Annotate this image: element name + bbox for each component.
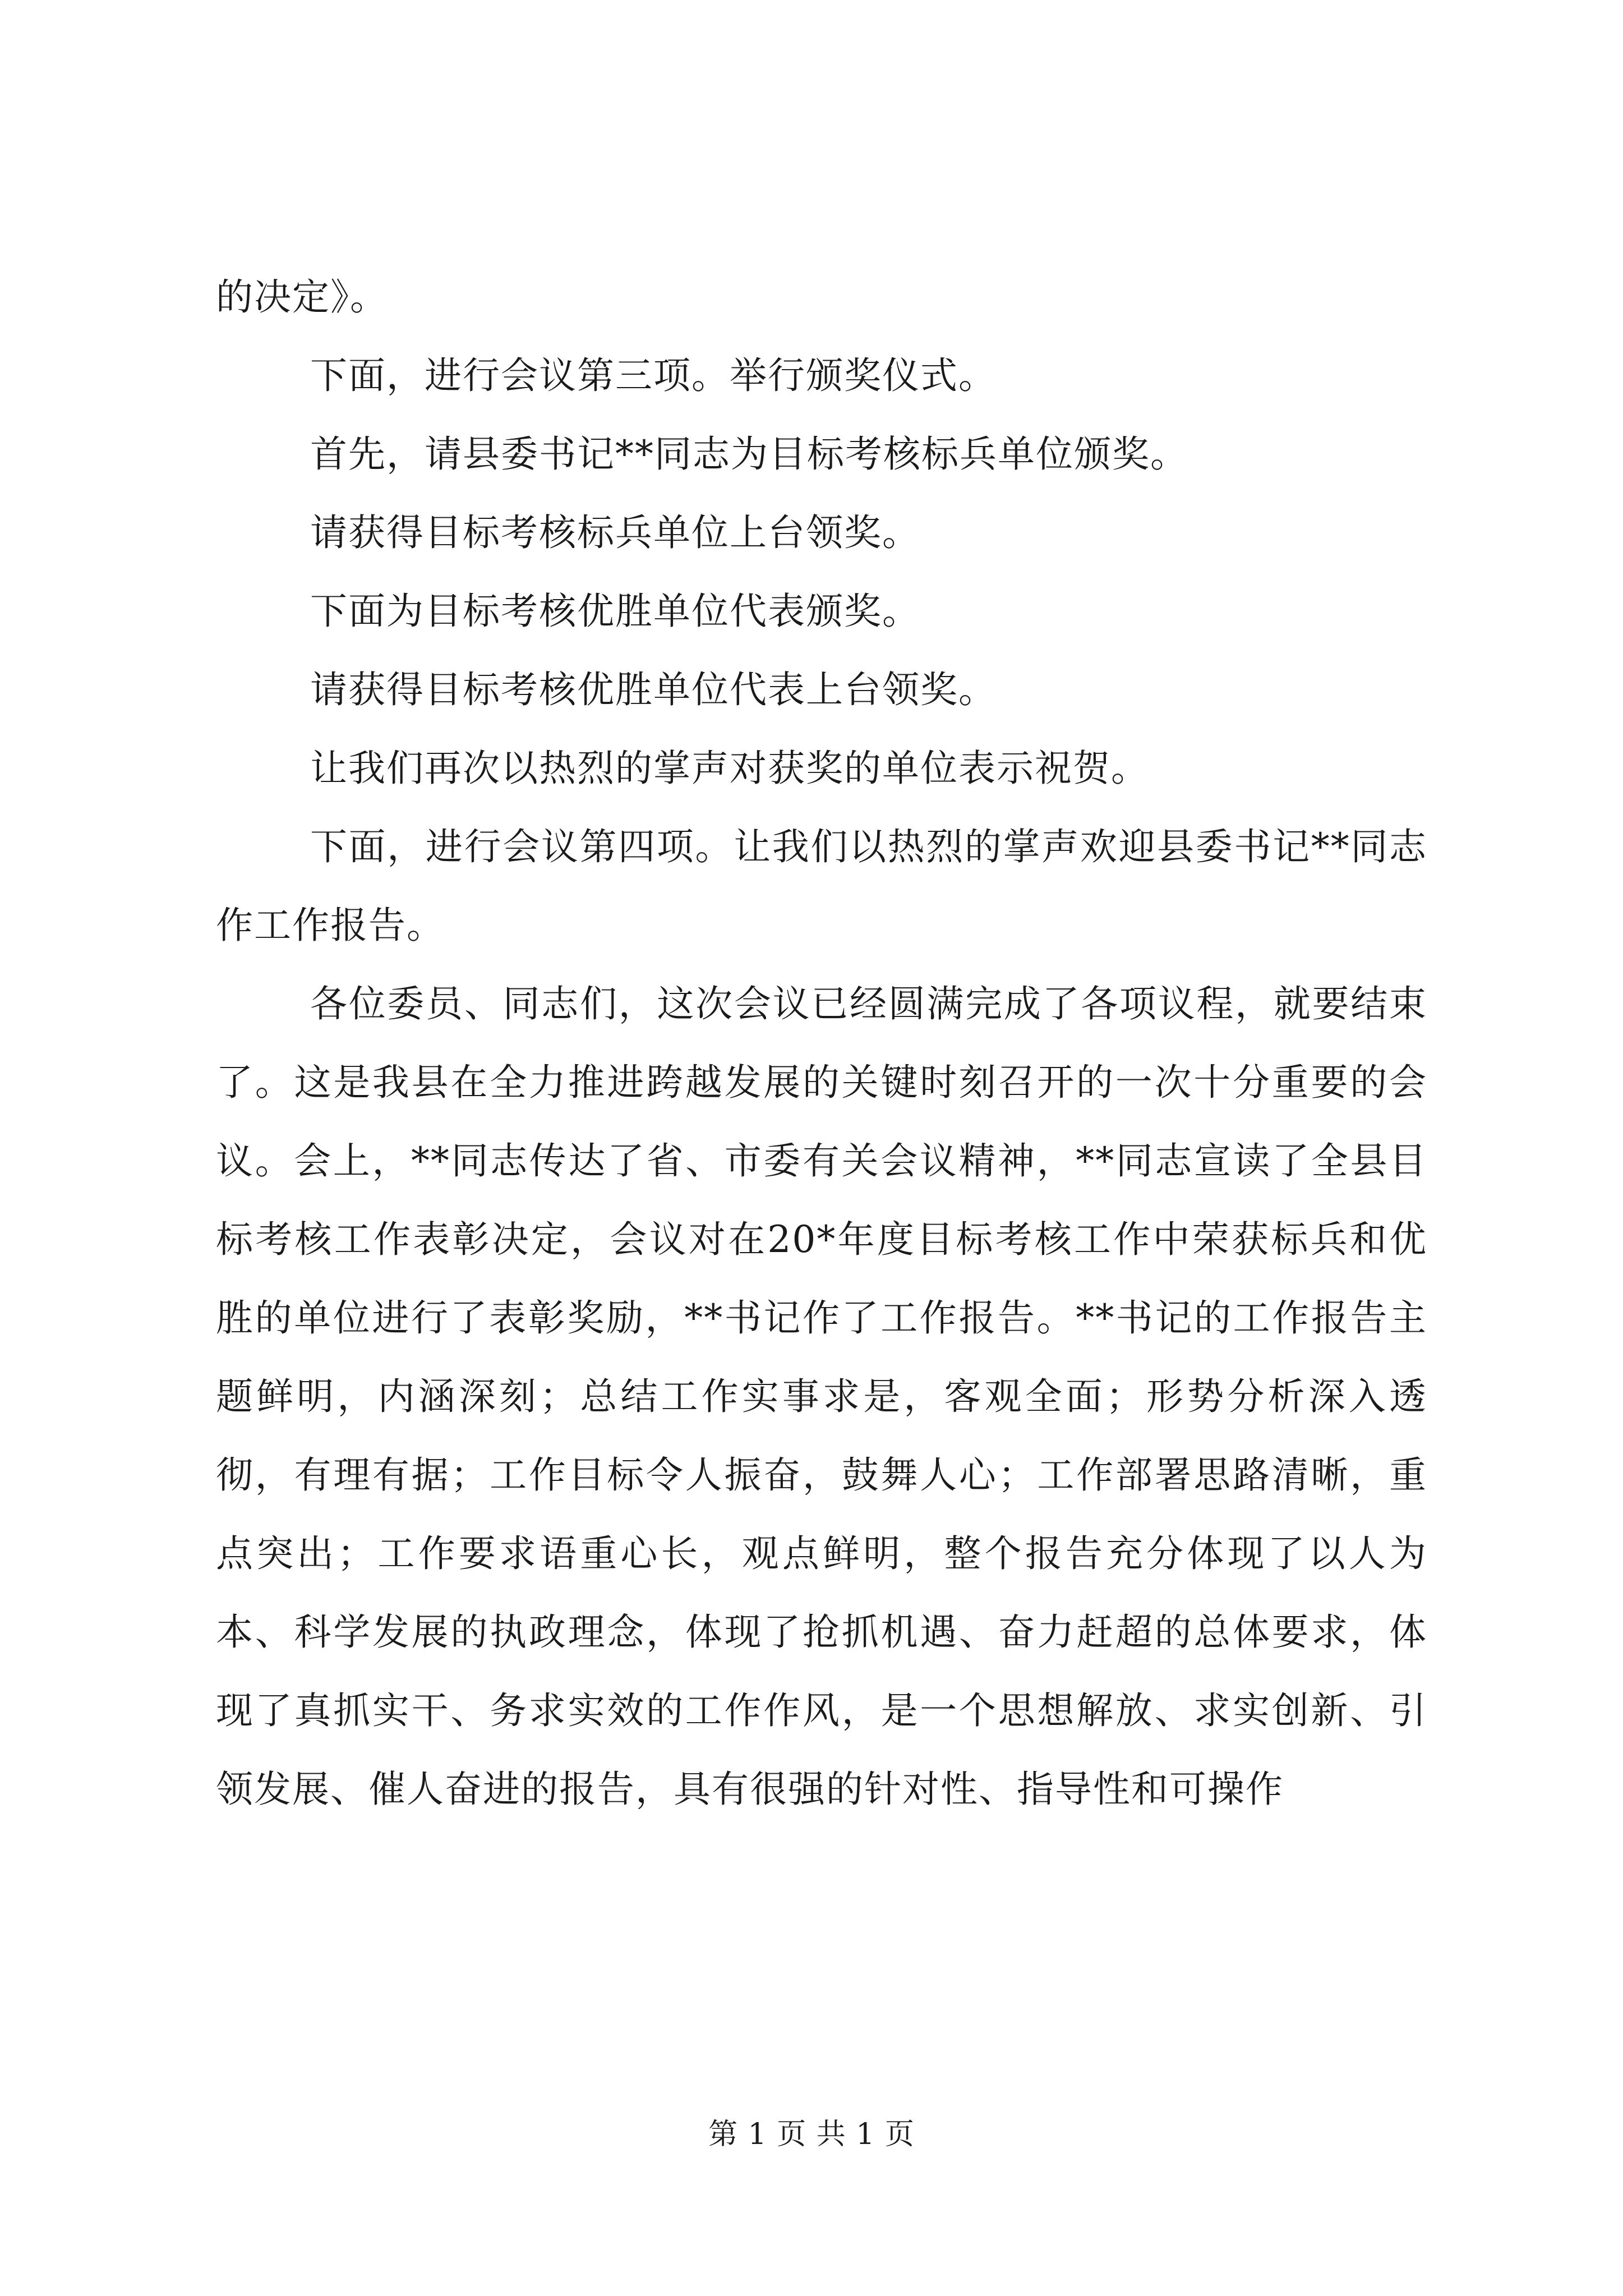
paragraph-2: 下面，进行会议第三项。举行颁奖仪式。 xyxy=(310,354,997,397)
page-footer xyxy=(0,2115,1623,2154)
page-number-label: 第 1 页 共 1 页 xyxy=(708,2118,915,2151)
paragraph-6: 请获得目标考核优胜单位代表上台领奖。 xyxy=(310,668,997,711)
document-body xyxy=(216,258,1427,1829)
paragraph-7: 让我们再次以热烈的掌声对获奖的单位表示祝贺。 xyxy=(310,747,1149,790)
paragraph-4: 请获得目标考核标兵单位上台领奖。 xyxy=(310,511,920,554)
paragraph-8: 下面，进行会议第四项。让我们以热烈的掌声欢迎县委书记**同志作工作报告。 xyxy=(216,825,1427,947)
paragraph-3: 首先，请县委书记**同志为目标考核标兵单位颁奖。 xyxy=(310,432,1188,476)
paragraph-9: 各位委员、同志们，这次会议已经圆满完成了各项议程，就要结束了。这是我县在全力推进跨越发展的关键时刻召开的一次十分重要的会议。会上，**同志传达了省、市委有关会议精神，**同志宣读了全县目标考核工作表彰决定，会议对在20*年度目标考核工作中荣获标兵和优胜的单位进行了表彰奖励，**书记作了工作报告。**书记的工作报告主题鲜明，内涵深刻；总结工作实事求是，客观全面；形势分析深入透彻，有理有据；工作目标令人振奋，鼓舞人心；工作部署思路清晰，重点突出；工作要求语重心长，观点鲜明，整个报告充分体现了以人为本、科学发展的执政理念，体现了抢抓机遇、奋力赶超的总体要求，体现了真抓实干、务求实效的工作作风，是一个思想解放、求实创新、引领发展、催人奋进的报告，具有很强的针对性、指导性和可操作 xyxy=(216,982,1427,1811)
paragraph-1: 的决定》。 xyxy=(216,275,388,319)
paragraph-5: 下面为目标考核优胜单位代表颁奖。 xyxy=(310,590,920,633)
